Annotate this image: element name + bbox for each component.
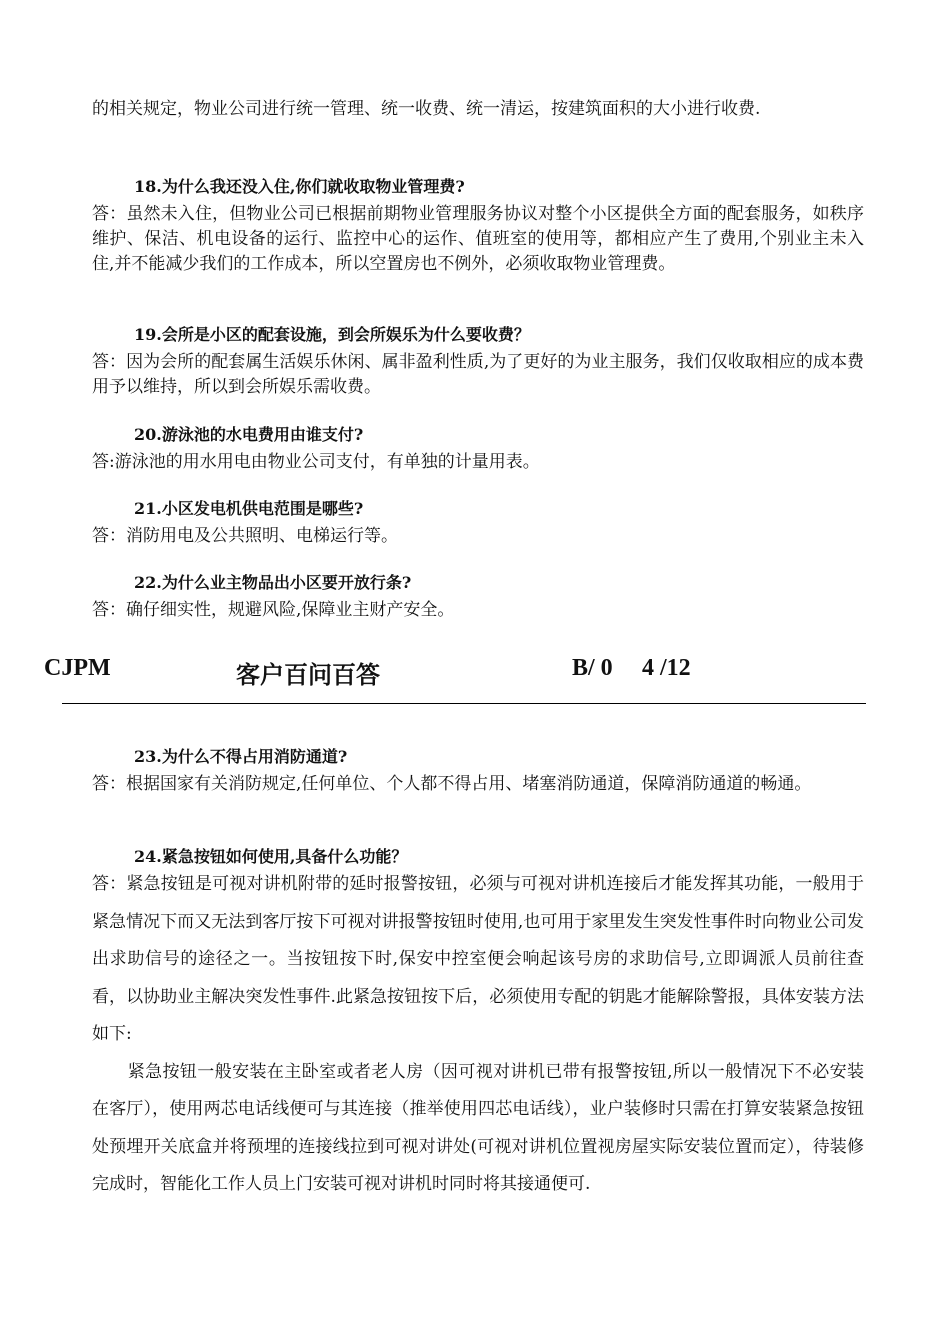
- answer-19: 答：因为会所的配套属生活娱乐休闲、属非盈利性质,为了更好的为业主服务，我们仅收取相应的成本费用予以维持，所以到会所娱乐需收费。: [92, 352, 864, 397]
- qa-23: [92, 746, 864, 797]
- answer-21: 答：消防用电及公共照明、电梯运行等。: [92, 526, 398, 546]
- qa-18: [92, 176, 864, 277]
- qa-19: [92, 324, 864, 400]
- qa-24: [92, 846, 864, 1204]
- header-divider: [62, 703, 866, 704]
- question-19: 19.会所是小区的配套设施，到会所娱乐为什么要收费？: [134, 325, 530, 344]
- page-number: 4 /12: [642, 655, 691, 681]
- answer-23: 答：根据国家有关消防规定,任何单位、个人都不得占用、堵塞消防通道，保障消防通道的畅通。: [92, 774, 812, 794]
- answer-24: 答：紧急按钮是可视对讲机附带的延时报警按钮，必须与可视对讲机连接后才能发挥其功能，一般用于紧急情况下而又无法到客厅按下可视对讲报警按钮时使用,也可用于家里发生突发性事件时向物业公司发出求助信号的途径之一。当按钮按下时,保安中控室便会响起该号房的求助信号,立即调派人员前往查看，以协助业主解决突发性事件.此紧急按钮按下后，必须使用专配的钥匙才能解除警报，具体安装方法如下:: [92, 874, 864, 1044]
- intro-continuation: 的相关规定，物业公司进行统一管理、统一收费、统一清运，按建筑面积的大小进行收费.: [92, 99, 761, 119]
- qa-22: [92, 572, 864, 623]
- qa-21: [92, 498, 864, 549]
- qa-20: [92, 424, 864, 475]
- question-18: 18.为什么我还没入住,你们就收取物业管理费?: [134, 177, 465, 196]
- install-method: 紧急按钮一般安装在主卧室或者老人房（因可视对讲机已带有报警按钮,所以一般情况下不必安装在客厅），使用两芯电话线便可与其连接（推举使用四芯电话线），业户装修时只需在打算安装紧急按钮处预埋开关底盒并将预埋的连接线拉到可视对讲处(可视对讲机位置视房屋实际安装位置而定），待装修完成时，智能化工作人员上门安装可视对讲机时同时将其接通便可.: [92, 1061, 864, 1194]
- doc-code: CJPM: [44, 655, 111, 681]
- doc-version: B/ 0: [572, 655, 613, 681]
- question-21: 21.小区发电机供电范围是哪些?: [134, 499, 364, 518]
- answer-22: 答：确仔细实性，规避风险,保障业主财产安全。: [92, 600, 455, 620]
- question-20: 20.游泳池的水电费用由谁支付?: [134, 425, 364, 444]
- answer-18: 答：虽然未入住，但物业公司已根据前期物业管理服务协议对整个小区提供全方面的配套服务，如秩序维护、保洁、机电设备的运行、监控中心的运作、值班室的使用等，都相应产生了费用,个别业主未入住,并不能减少我们的工作成本，所以空置房也不例外，必须收取物业管理费。: [92, 204, 864, 274]
- question-24: 24.紧急按钮如何使用,具备什么功能？: [134, 847, 408, 866]
- answer-20: 答:游泳池的用水用电由物业公司支付，有单独的计量用表。: [92, 452, 540, 472]
- doc-title: 客户百问百答: [236, 663, 380, 689]
- question-23: 23.为什么不得占用消防通道?: [134, 747, 348, 766]
- question-22: 22.为什么业主物品出小区要开放行条?: [134, 573, 412, 592]
- page-header: [44, 655, 864, 687]
